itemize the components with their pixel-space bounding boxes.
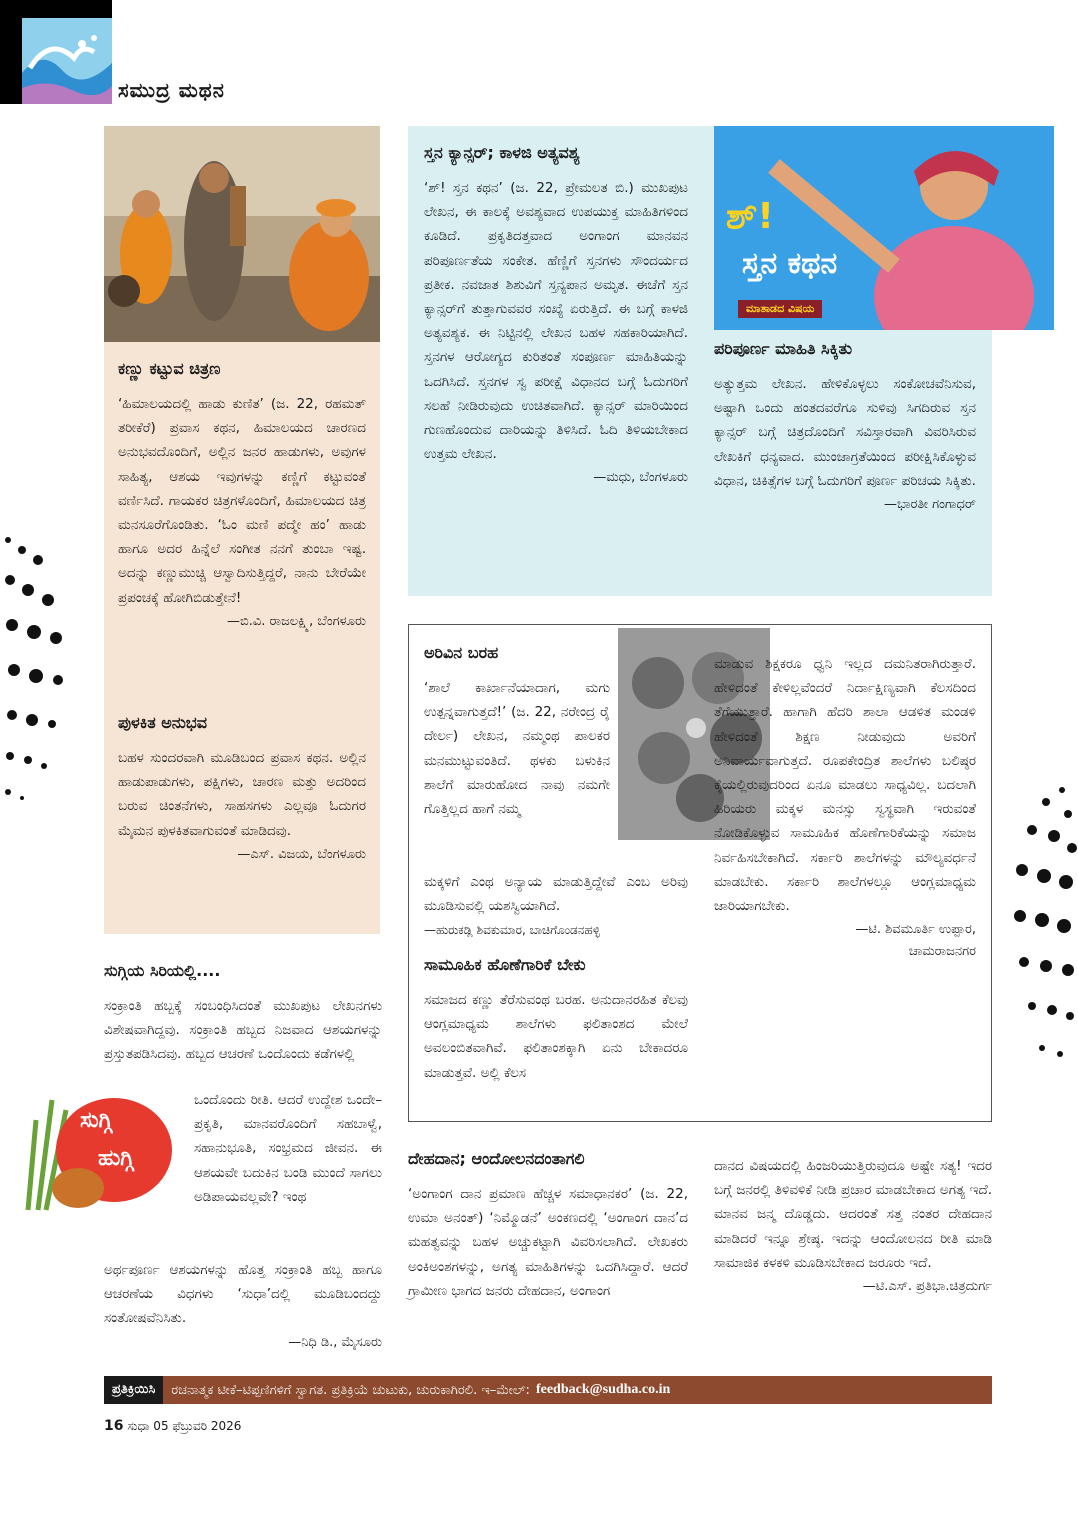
letter-4-heading: ಪರಿಪೂರ್ಣ ಮಾಹಿತಿ ಸಿಕ್ಕಿತು [714,339,853,358]
folio [104,1418,241,1434]
singers-photo [104,126,380,342]
feedback-email[interactable]: feedback@sudha.co.in [535,1382,671,1397]
letter-7-body-a: ಸಂಕ್ರಾಂತಿ ಹಬ್ಬಕ್ಕೆ ಸಂಬಂಧಿಸಿದಂತೆ ಮುಖಪುಟ ಲೇಖನಗಳು ವಿಶೇಷವಾಗಿದ್ದವು. ಸಂಕ್ರಾಂತಿ ಹಬ್ಬದ ನಿಜವಾದ ಆಶಯಗಳನ್ನು ಪ್ರಸ್ತುತಪಡಿಸಿದವು. ಹಬ್ಬದ ಆಚರಣೆ ಒಂದೊಂದು ಕಡೆಗಳಲ್ಲಿ [104,998,382,1063]
letter-2-body: ಬಹಳ ಸುಂದರವಾಗಿ ಮೂಡಿಬಂದ ಪ್ರವಾಸ ಕಥನ. ಅಲ್ಲಿನ ಹಾಡುಪಾಡುಗಳು, ಪಕ್ಷಿಗಳು, ಚಾರಣ ಮತ್ತು ಅದರಿಂದ ಬರುವ ಚಿಂತನೆಗಳು, ಸಾಹಸಗಳು ಎಲ್ಲವೂ ಓದುಗರ ಮೈಮನ ಪುಳಕಿತವಾಗುವಂತೆ ಮಾಡಿದವು. [118,750,366,839]
cover-title-b: ಸ್ತನ ಕಥನ [742,246,838,281]
letter-6-body-a: ಸಮಾಜದ ಕಣ್ಣು ತೆರೆಸುವಂಥ ಬರಹ. ಅನುದಾನರಹಿತ ಕೆಲವು ಆಂಗ್ಲಮಾಧ್ಯಮ ಶಾಲೆಗಳು ಫಲಿತಾಂಶದ ಮೇಲೆ ಅವಲಂಬಿತವಾಗಿವೆ. ಫಲಿತಾಂಶಕ್ಕಾಗಿ ಏನು ಬೇಕಾದರೂ ಮಾಡುತ್ತವೆ. ಅಲ್ಲಿ ಕೆಲಸ [424,992,688,1081]
letter-3-heading: ಸ್ತನ ಕ್ಯಾನ್ಸರ್; ಕಾಳಜಿ ಅತ್ಯವಶ್ಯ [424,143,580,162]
letter-8-cont [714,1154,992,1297]
issue-date: ಸುಧಾ 05 ಫೆಬ್ರುವರಿ 2026 [127,1419,242,1433]
sugi-badge-line1: ಸುಗ್ಗಿ [80,1108,112,1133]
letter-6 [424,954,688,1085]
letter-6-sign-b: ಚಾಮರಾಜನಗರ [908,944,976,960]
letter-6-heading: ಸಾಮೂಹಿಕ ಹೊಣೆಗಾರಿಕೆ ಬೇಕು [424,955,586,974]
halftone-left-decoration [0,520,70,820]
letter-6-body-b: ಮಾಡುವ ಶಿಕ್ಷಕರೂ ಧ್ವನಿ ಇಲ್ಲದ ದಮನಿತರಾಗಿರುತ್ತಾರೆ. ಹೇಳಿದಂತೆ ಕೇಳಿಲ್ಲವೆಂದರೆ ನಿರ್ದಾಕ್ಷಿಣ್ಯವಾಗಿ ಕೆಲಸದಿಂದ ತೆಗೆಯುತ್ತಾರೆ. ಹಾಗಾಗಿ ಹೆದರಿ ಶಾಲಾ ಆಡಳಿತ ಮಂಡಳಿ ಹೇಳಿದಂತೆ ಶಿಕ್ಷಣ ನೀಡುವುದು ಅವರಿಗೆ ಅನಿವಾರ್ಯವಾಗುತ್ತದೆ. ರೂಪಕೇಂದ್ರಿತ ಶಾಲೆಗಳು ಬಲಿಷ್ಠರ ಕೈಯಲ್ಲಿರುವುದರಿಂದ ಏನೂ ಮಾಡಲು ಸಾಧ್ಯವಿಲ್ಲ. ಬದಲಾಗಿ ಹಿರಿಯರು ಮಕ್ಕಳ ಮನಸ್ಸು ಸ್ವಸ್ಥವಾಗಿ ಇರುವಂತೆ ನೋಡಿಕೊಳ್ಳುವ ಸಾಮೂಹಿಕ ಹೊಣೆಗಾರಿಕೆಯನ್ನು ಸಮಾಜ ನಿರ್ವಹಿಸಬೇಕಾಗಿದೆ. ಸರ್ಕಾರಿ ಶಾಲೆಗಳನ್ನು ಮೌಲ್ಯವರ್ಧನೆ ಮಾಡಬೇಕು. ಸರ್ಕಾರಿ ಶಾಲೆಗಳಲ್ಲೂ ಆಂಗ್ಲಮಾಧ್ಯಮ ಜಾರಿಯಾಗಬೇಕು. [714,656,976,915]
letter-4-sign: —ಭಾರತೀ ಗಂಗಾಧರ್ [883,497,976,513]
cover-title-a: ಶ್! [726,196,774,237]
letter-7-sign: —ನಿಧಿ ಡಿ., ಮೈಸೂರು [288,1334,382,1350]
letter-7-body-c: ಅರ್ಥಪೂರ್ಣ ಆಶಯಗಳನ್ನು ಹೊತ್ತ ಸಂಕ್ರಾಂತಿ ಹಬ್ಬ ಹಾಗೂ ಆಚರಣೆಯ ವಿಧಗಳು ‘ಸುಧಾ’ದಲ್ಲಿ ಮೂಡಿಬಂದದ್ದು ಸಂತೋಷವೆನಿಸಿತು. [104,1262,382,1327]
letter-2-heading: ಪುಳಕಿತ ಅನುಭವ [118,713,207,732]
feedback-bar [104,1376,992,1404]
letter-1 [118,358,366,632]
sugi-badge-line2: ಹುಗ್ಗಿ [98,1146,134,1171]
feedback-label: ಪ್ರತಿಕ್ರಿಯಿಸಿ [104,1376,163,1404]
letter-1-sign: —ಬಿ.ವಿ. ರಾಜಲಕ್ಷ್ಮಿ, ಬೆಂಗಳೂರು [227,613,366,629]
letter-8-sign: —ಟಿ.ಎಸ್. ಪ್ರತಿಭಾ.ಚಿತ್ರದುರ್ಗ [862,1279,992,1295]
halftone-right-decoration [1002,770,1078,1090]
letter-5-body-a: ‘ಶಾಲೆ ಕಾರ್ಖಾನೆಯಾದಾಗ, ಮಗು ಉತ್ಪನ್ನವಾಗುತ್ತದೆ!’ (ಜ. 22, ನರೇಂದ್ರ ರೈ ದೇರ್ಲ) ಲೇಖನ, ನಮ್ಮಂಥ ಪಾಲಕರ ಮನಮುಟ್ಟುವಂತಿದೆ. ಥಳಕು ಬಳುಕಿನ ಶಾಲೆಗೆ ಮಾರುಹೋದ ನಾವು ನಮಗೇ ಗೊತ್ತಿಲ್ಲದ ಹಾಗೆ ನಮ್ಮ [424,680,610,818]
letter-6-sign-a: —ಟಿ. ಶಿವಮೂರ್ತಿ ಉಪ್ಪಾರ, [855,922,976,938]
letter-3-body: ‘ಶ್! ಸ್ತನ ಕಥನ’ (ಜ. 22, ಪ್ರೇಮಲತ ಬಿ.) ಮುಖಪುಟ ಲೇಖನ, ಈ ಕಾಲಕ್ಕೆ ಅವಶ್ಯವಾದ ಉಪಯುಕ್ತ ಮಾಹಿತಿಗಳಿಂದ ಕೂಡಿದೆ. ಪ್ರಕೃತಿದತ್ತವಾದ ಅಂಗಾಂಗ ಮಾನವನ ಪರಿಪೂರ್ಣತೆಯ ಸಂಕೇತ. ಹೆಣ್ಣಿಗೆ ಸ್ತನಗಳು ಸೌಂದರ್ಯದ ಪ್ರತೀಕ. ನವಜಾತ ಶಿಶುವಿಗೆ ಸ್ತನ್ಯಪಾನ ಅಮೃತ. ಈಚೆಗೆ ಸ್ತನ ಕ್ಯಾನ್ಸರ್‌ಗೆ ತುತ್ತಾಗುವವರ ಸಂಖ್ಯೆ ಏರುತ್ತಿದೆ. ಈ ಬಗ್ಗೆ ಕಾಳಜಿ ಅತ್ಯವಶ್ಯಕ. ಈ ನಿಟ್ಟಿನಲ್ಲಿ ಲೇಖನ ಬಹಳ ಸಹಕಾರಿಯಾಗಿದೆ. ಸ್ತನಗಳ ಆರೋಗ್ಯದ ಕುರಿತಂತೆ ಸಂಪೂರ್ಣ ಮಾಹಿತಿಯನ್ನು ಒದಗಿಸಿದೆ. ಸ್ತನಗಳ ಸ್ವ ಪರೀಕ್ಷೆ ವಿಧಾನದ ಬಗ್ಗೆ ಓದುಗರಿಗೆ ಸಲಹೆ ನೀಡಿರುವುದು ಉಚಿತವಾಗಿದೆ. ಕ್ಯಾನ್ಸರ್ ಮಾರಿಯಿಂದ ಗುಣಹೊಂದುವ ದಾರಿಯನ್ನು ತಿಳಿಸಿದೆ. ಓದಿ ತಿಳಿಯಬೇಕಾದ ಉತ್ತಮ ಲೇಖನ. [424,180,688,463]
letter-2-sign: —ಎಸ್. ವಿಜಯ, ಬೆಂಗಳೂರು [237,846,366,862]
letter-8-body-b: ದಾನದ ವಿಷಯದಲ್ಲಿ ಹಿಂಜರಿಯುತ್ತಿರುವುದೂ ಅಷ್ಟೇ ಸತ್ಯ! ಇದರ ಬಗ್ಗೆ ಜನರಲ್ಲಿ ತಿಳಿವಳಿಕೆ ನೀಡಿ ಪ್ರಚಾರ ಮಾಡಬೇಕಾದ ಅಗತ್ಯ ಇದೆ. ಮಾನವ ಜನ್ಮ ದೊಡ್ಡದು. ಆದರಂತೆ ಸತ್ತ ನಂತರ ದೇಹದಾನ ಮಾಡಿದರೆ ಇನ್ನೂ ಶ್ರೇಷ್ಠ. ಇದನ್ನು ಆಂದೋಲನದ ರೀತಿ ಮಾಡಿ ಸಾಮಾಜಿಕ ಕಳಕಳಿ ಮೂಡಿಸಬೇಕಾದ ಜರೂರು ಇದೆ. [714,1158,992,1271]
letter-5-sign: —ಹುರುಕಡ್ಲಿ ಶಿವಕುಮಾರ, ಬಾಚಿಗೊಂಡನಹಳ್ಳಿ [424,923,600,938]
letter-7-body-b: ಒಂದೊಂದು ರೀತಿ. ಆದರೆ ಉದ್ದೇಶ ಒಂದೇ– ಪ್ರಕೃತಿ, ಮಾನವರೊಂದಿಗೆ ಸಹಬಾಳ್ವೆ, ಸಹಾನುಭೂತಿ, ಸಂಭ್ರಮದ ಜೀವನ. ಈ ಆಶಯವೇ ಬದುಕಿನ ಬಂಡಿ ಮುಂದೆ ಸಾಗಲು ಅಡಿಪಾಯವಲ್ಲವೇ? ಇಂಥ [194,1092,382,1205]
letter-7 [104,960,382,1067]
letter-4 [714,338,976,515]
sugi-huggi-badge [18,1090,174,1214]
letter-3-sign: —ಮಧು, ಬೆಂಗಳೂರು [593,470,688,486]
letter-8 [408,1148,688,1303]
letter-7-cont [194,1088,382,1209]
cover-tag: ಮಾತಾಡದ ವಿಷಯ [738,300,822,318]
letter-8-heading: ದೇಹದಾನ; ಆಂದೋಲನದಂತಾಗಲಿ [408,1149,585,1168]
page-number: 16 [104,1418,124,1434]
section-title: ಸಮುದ್ರ ಮಥನ [118,78,225,102]
letter-7-heading: ಸುಗ್ಗಿಯ ಸಿರಿಯಲ್ಲಿ.... [104,961,221,980]
letter-5-cont [424,870,688,940]
letter-1-body: ‘ಹಿಮಾಲಯದಲ್ಲಿ ಹಾಡು ಕುಣಿತ’ (ಜ. 22, ರಹಮತ್ ತರೀಕೆರೆ) ಪ್ರವಾಸ ಕಥನ, ಹಿಮಾಲಯದ ಚಾರಣದ ಅನುಭವದೊಂದಿಗೆ, ಅಲ್ಲಿನ ಜನರ ಹಾಡುಗಳು, ಅವುಗಳ ಸಾಹಿತ್ಯ, ಆಶಯ ಇವುಗಳನ್ನು ಕಣ್ಣಿಗೆ ಕಟ್ಟುವಂತೆ ವರ್ಣಿಸಿದೆ. ಗಾಯಕರ ಚಿತ್ರಗಳೊಂದಿಗೆ, ಹಿಮಾಲಯದ ಚಿತ್ರ ಮನಸೂರೆಗೊಂಡಿತು. ‘ಓಂ ಮಣಿ ಪದ್ಮೇ ಹಂ’ ಹಾಡು ಹಾಗೂ ಅದರ ಹಿನ್ನೆಲೆ ಸಂಗೀತ ನನಗೆ ತುಂಬಾ ಇಷ್ಟ. ಅದನ್ನು ಕಣ್ಣುಮುಚ್ಚಿ ಆಸ್ವಾದಿಸುತ್ತಿದ್ದರೆ, ನಾನು ಬೇರೆಯೇ ಪ್ರಪಂಚಕ್ಕೆ ಹೋಗಿಬಿಡುತ್ತೇನೆ! [118,396,366,606]
letter-6-cont [714,652,976,962]
letter-5-heading: ಅರಿವಿನ ಬರಹ [424,643,499,662]
letter-7-end [104,1258,382,1353]
letter-3 [424,142,688,488]
feedback-text: ರಚನಾತ್ಮಕ ಟೀಕೆ–ಟಿಪ್ಪಣಿಗಳಿಗೆ ಸ್ವಾಗತ. ಪ್ರತಿಕ್ರಿಯೆ ಚುಟುಕು, ಚುರುಕಾಗಿರಲಿ. ಇ–ಮೇಲ್: [171,1382,530,1398]
waves-logo-icon [22,18,112,104]
letter-8-body-a: ‘ಅಂಗಾಂಗ ದಾನ ಪ್ರಮಾಣ ಹೆಚ್ಚಳ ಸಮಾಧಾನಕರ’ (ಜ. 22, ಉಮಾ ಅನಂತ್) ‘ನಿಮ್ಮೊಡನೆ’ ಅಂಕಣದಲ್ಲಿ ‘ಅಂಗಾಂಗ ದಾನ’ದ ಮಹತ್ವವನ್ನು ಬಹಳ ಅಚ್ಚುಕಟ್ಟಾಗಿ ವಿವರಿಸಲಾಗಿದೆ. ಲೇಖಕರು ಅಂಕಿಅಂಶಗಳನ್ನು, ಅಗತ್ಯ ಮಾಹಿತಿಗಳನ್ನು ಒದಗಿಸಿದ್ದಾರೆ. ಆದರೆ ಗ್ರಾಮೀಣ ಭಾಗದ ಜನರು ದೇಹದಾನ, ಅಂಗಾಂಗ [408,1186,688,1299]
letter-5-body-b: ಮಕ್ಕಳಿಗೆ ಎಂಥ ಅನ್ಯಾಯ ಮಾಡುತ್ತಿದ್ದೇವೆ ಎಂಬ ಅರಿವು ಮೂಡಿಸುವಲ್ಲಿ ಯಶಸ್ವಿಯಾಗಿದೆ. [424,874,688,915]
letter-5 [424,642,610,821]
letter-4-body: ಅತ್ಯುತ್ತಮ ಲೇಖನ. ಹೇಳಿಕೊಳ್ಳಲು ಸಂಕೋಚವೆನಿಸುವ, ಅಷ್ಟಾಗಿ ಒಂದು ಹಂತದವರೆಗೂ ಸುಳಿವು ಸಿಗದಿರುವ ಸ್ತನ ಕ್ಯಾನ್ಸರ್ ಬಗ್ಗೆ ಚಿತ್ರದೊಂದಿಗೆ ಸವಿಸ್ತಾರವಾಗಿ ವಿವರಿಸಿರುವ ಲೇಖಕಿಗೆ ಧನ್ಯವಾದ. ಮುಂಜಾಗ್ರತೆಯಿಂದ ಪರೀಕ್ಷಿಸಿಕೊಳ್ಳುವ ವಿಧಾನ, ಚಿಕಿತ್ಸೆಗಳ ಬಗ್ಗೆ ಓದುಗರಿಗೆ ಪೂರ್ಣ ಪರಿಚಯ ಸಿಕ್ಕಿತು. [714,376,976,489]
letter-2 [118,712,366,865]
cover-thumbnail [714,126,1054,330]
letter-1-heading: ಕಣ್ಣು ಕಟ್ಟುವ ಚಿತ್ರಣ [118,359,221,378]
